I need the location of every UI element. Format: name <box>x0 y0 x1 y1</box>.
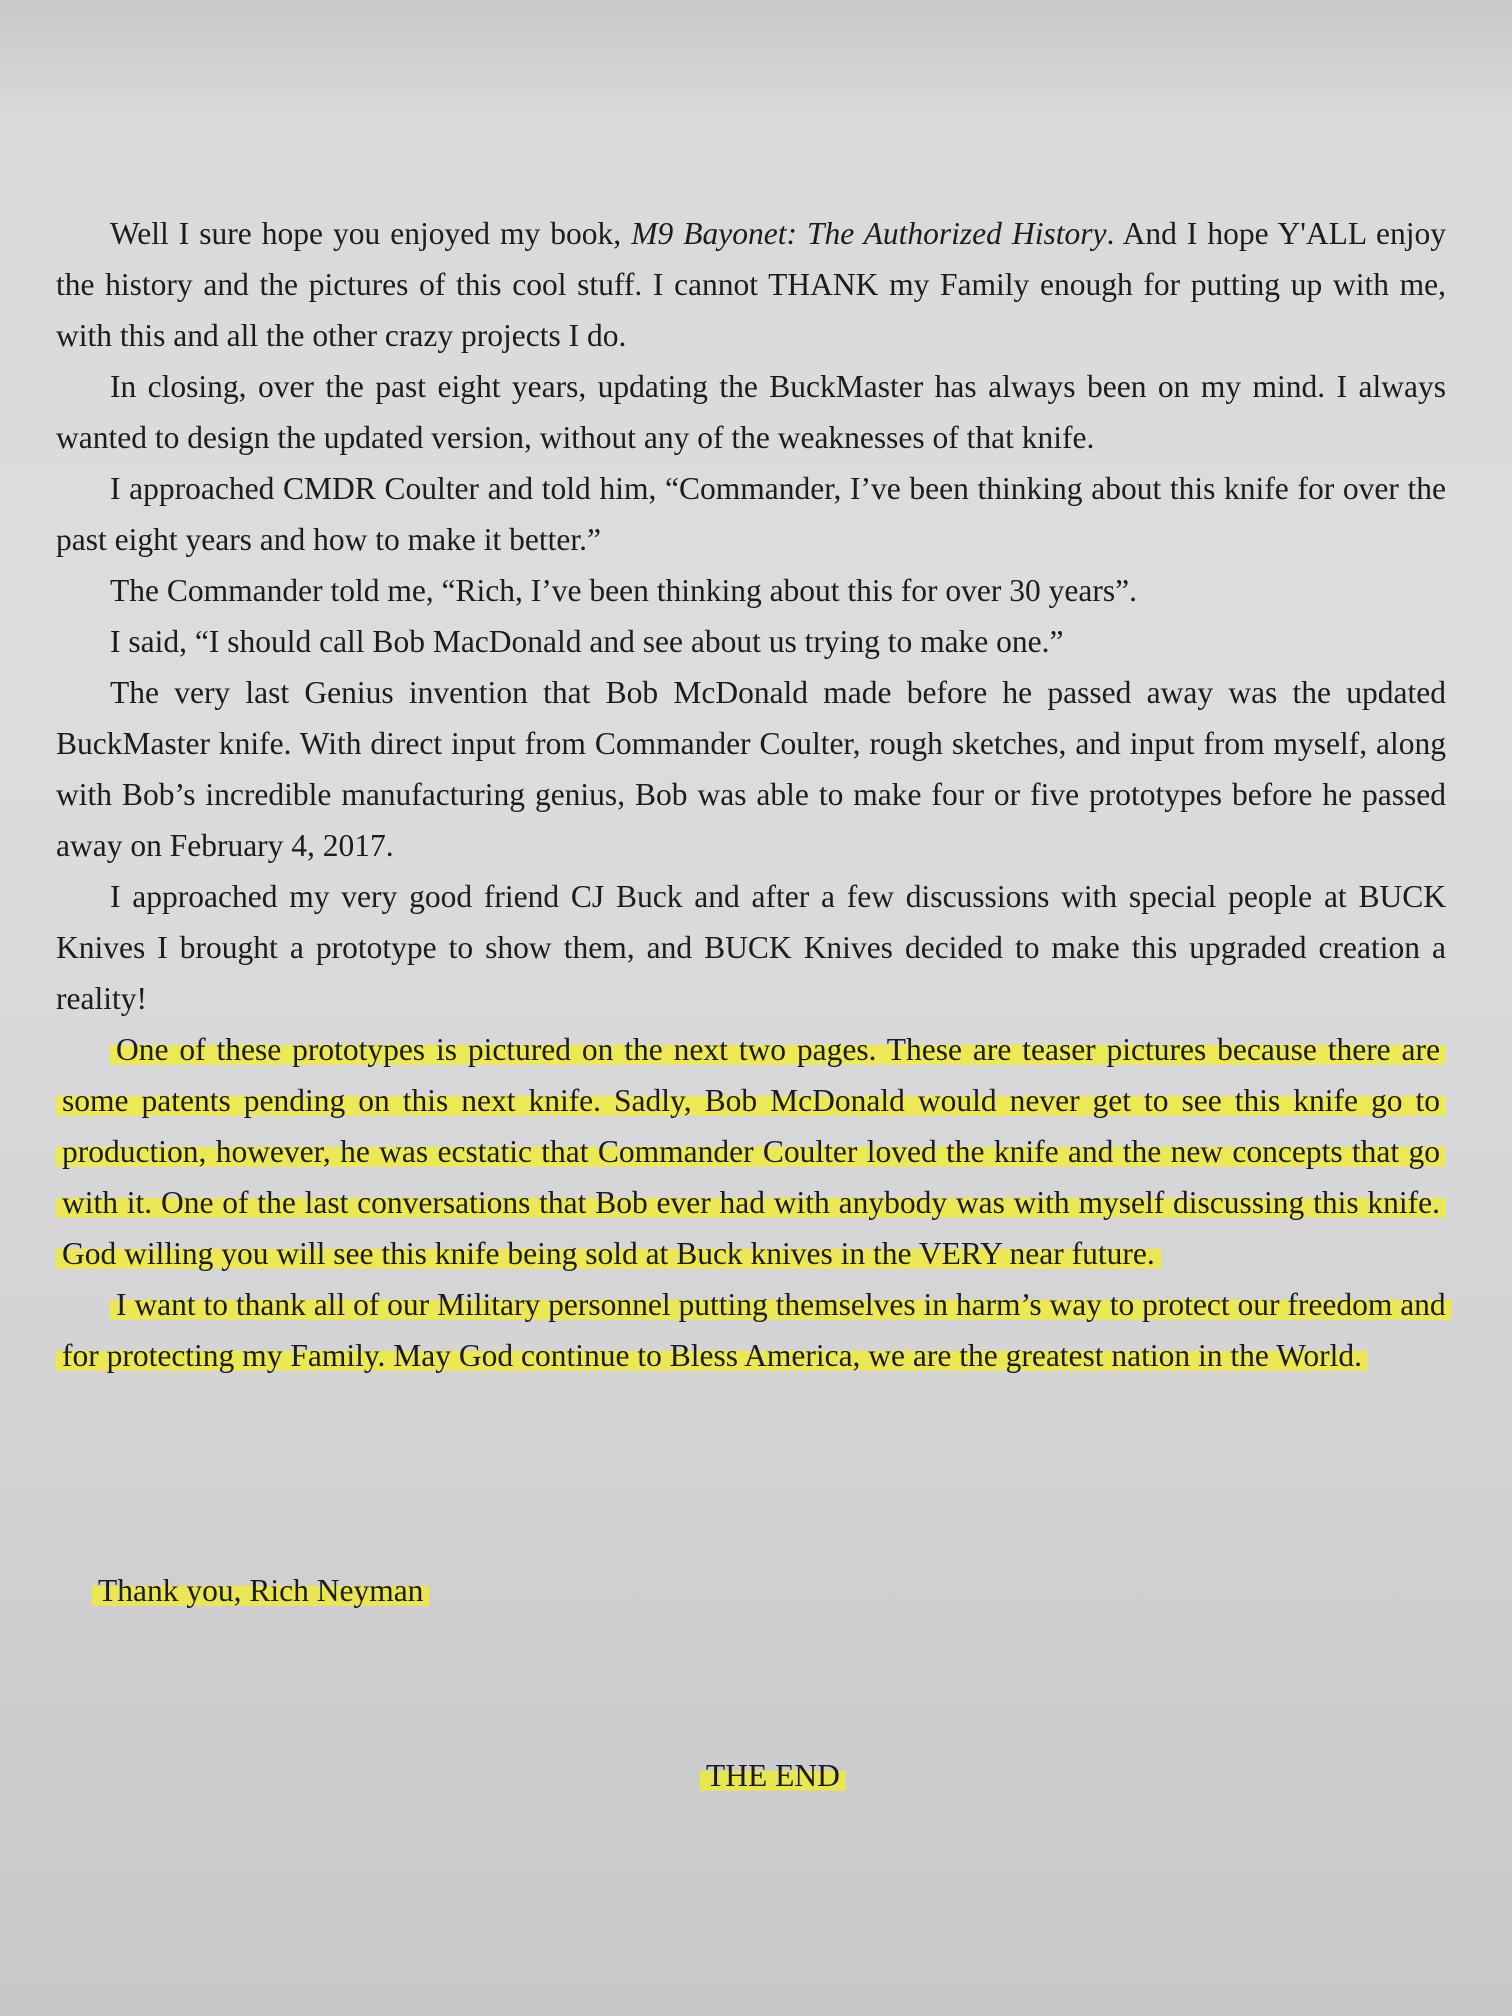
paragraph-genius-invention: The very last Genius invention that Bob McDonald made before he passed away was the updated BuckMaster knife. With direct input from Commander Coulter, rough sketches, and input from myself, along with Bob’s incredible manufacturing genius, Bob was able to make four or five prototypes before he passed away on February 4, 2017. <box>56 675 1446 863</box>
paragraph-intro <box>56 208 1446 361</box>
paragraph-cmdr-coulter: I approached CMDR Coulter and told him, “Commander, I’ve been thinking about this knife for over the past eight years and how to make it better.” <box>56 471 1446 557</box>
the-end <box>700 1750 846 1801</box>
body-text <box>56 208 1446 1381</box>
paragraph-prototypes <box>56 1024 1446 1279</box>
paragraph-call-bob: I said, “I should call Bob MacDonald and see about us trying to make one.” <box>110 624 1064 659</box>
paragraph-cj-buck: I approached my very good friend CJ Buck and after a few discussions with special people at BUCK Knives I brought a prototype to show them, and BUCK Knives decided to make this upgraded creation a reality! <box>56 879 1446 1016</box>
paragraph-commander-reply: The Commander told me, “Rich, I’ve been thinking about this for over 30 years”. <box>110 573 1137 608</box>
intro-text-start: Well I sure hope you enjoyed my book, <box>110 216 632 251</box>
book-title: M9 Bayonet: The Authorized History <box>631 216 1107 251</box>
highlighted-military-text: I want to thank all of our Military personnel putting themselves in harm’s way to protect our freedom and for protecting my Family. May God continue to Bless America, we are the greatest nation in the World. <box>56 1287 1452 1373</box>
highlighted-prototypes-text: One of these prototypes is pictured on the next two pages. These are teaser pictures because there are some patents pending on this next knife. Sadly, Bob McDonald would never get to see this knife go to production, however, he was ecstatic that Commander Coulter loved the knife and the new concepts that go with it. One of the last conversations that Bob ever had with anybody was with myself discussing this knife. God willing you will see this knife being sold at Buck knives in the VERY near future. <box>56 1032 1446 1271</box>
intro-text-end: . And I hope Y'ALL enjoy the history and the pictures of this cool stuff. I cannot THANK my Family enough for putting up with me, with this and all the other crazy projects I do. <box>56 216 1447 353</box>
page-shadow <box>0 0 1512 120</box>
paragraph-thanks-military <box>56 1279 1446 1381</box>
paragraph-closing: In closing, over the past eight years, updating the BuckMaster has always been on my mind. I always wanted to design the updated version, without any of the weaknesses of that knife. <box>56 369 1446 455</box>
signoff-text: Thank you, Rich Neyman <box>92 1573 429 1608</box>
signoff <box>92 1565 429 1616</box>
the-end-text: THE END <box>700 1758 846 1793</box>
